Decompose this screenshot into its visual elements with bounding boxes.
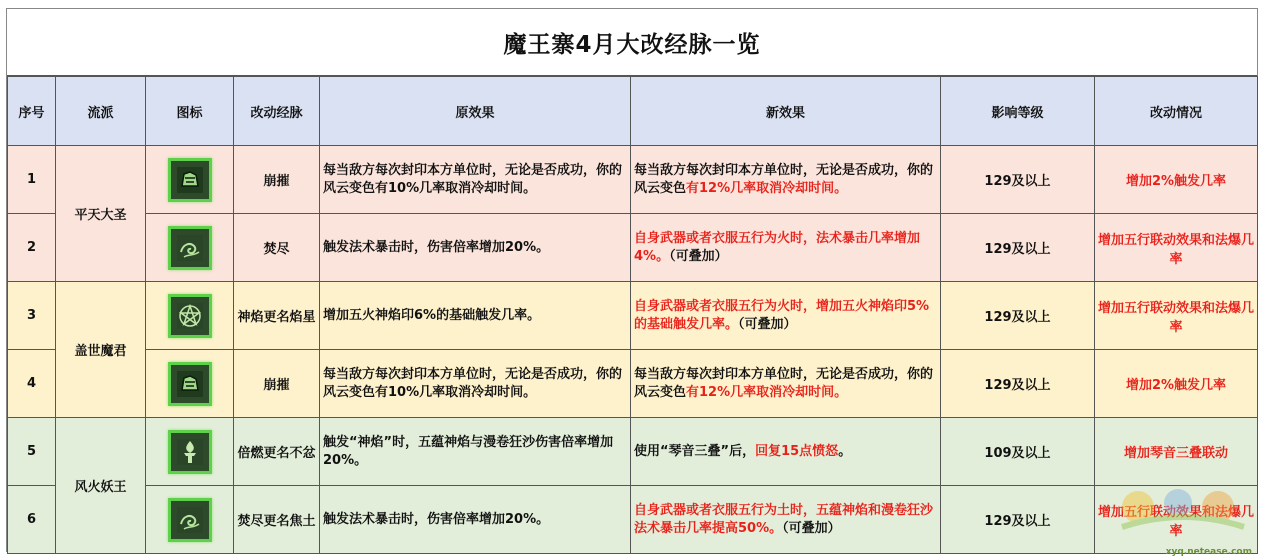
meridian-name: 焚尽	[234, 214, 320, 282]
new-effect-highlight: 自身武器或者衣服五行为火时，增加五火神焰印5%的基础触发几率。	[634, 298, 930, 332]
row-number: 2	[8, 214, 56, 282]
header-new-effect: 新效果	[631, 77, 941, 146]
torch-icon	[168, 430, 212, 474]
level-cell: 129及以上	[941, 282, 1095, 350]
change-cell: 增加2%触发几率	[1095, 146, 1258, 214]
new-effect-highlight: 回复15点愤怒	[755, 443, 839, 459]
level-cell: 129及以上	[941, 350, 1095, 418]
icon-cell	[146, 418, 234, 486]
meridian-name: 神焰更名焰星	[234, 282, 320, 350]
meridian-name: 崩摧	[234, 146, 320, 214]
level-cell: 109及以上	[941, 418, 1095, 486]
icon-cell	[146, 214, 234, 282]
new-effect	[631, 146, 941, 214]
new-effect-highlight: 自身武器或者衣服五行为土时，五蕴神焰和漫卷狂沙法术暴击几率提高50%。	[634, 502, 934, 536]
new-effect-highlight: 有12%几率取消冷却时间。	[686, 180, 848, 196]
new-effect-tail: 。	[838, 443, 852, 459]
new-effect-text: 使用“琴音三叠”后，	[634, 443, 756, 459]
header-meridian: 改动经脉	[234, 77, 320, 146]
new-effect	[631, 418, 941, 486]
table-row	[8, 418, 1258, 486]
header-level: 影响等级	[941, 77, 1095, 146]
swirl-flame-icon	[168, 498, 212, 542]
watermark-url: xyq.netease.com	[1165, 547, 1252, 557]
new-effect-text: 每当敌方每次封印本方单位时，无论是否成功，你的风云变色	[634, 366, 934, 400]
table-row	[8, 282, 1258, 350]
original-effect: 每当敌方每次封印本方单位时，无论是否成功，你的风云变色有10%几率取消冷却时间。	[320, 350, 631, 418]
header-no: 序号	[8, 77, 56, 146]
change-cell: 增加五行联动效果和法爆几率	[1095, 486, 1258, 554]
row-number: 3	[8, 282, 56, 350]
original-effect: 增加五火神焰印6%的基础触发几率。	[320, 282, 631, 350]
school-cell: 平天大圣	[56, 146, 146, 282]
original-effect: 触发法术暴击时，伤害倍率增加20%。	[320, 486, 631, 554]
icon-cell	[146, 350, 234, 418]
page-title: 魔王寨4月大改经脉一览	[7, 9, 1257, 76]
new-effect	[631, 282, 941, 350]
table-row	[8, 214, 1258, 282]
new-effect	[631, 214, 941, 282]
school-cell: 盖世魔君	[56, 282, 146, 418]
meridian-name: 焚尽更名焦土	[234, 486, 320, 554]
row-number: 1	[8, 146, 56, 214]
change-cell: 增加琴音三叠联动	[1095, 418, 1258, 486]
icon-cell	[146, 282, 234, 350]
header-original-effect: 原效果	[320, 77, 631, 146]
new-effect	[631, 486, 941, 554]
level-cell: 129及以上	[941, 146, 1095, 214]
row-number: 4	[8, 350, 56, 418]
header-icon: 图标	[146, 77, 234, 146]
meridian-name: 倍燃更名不忿	[234, 418, 320, 486]
spreadsheet	[6, 8, 1258, 552]
header-change: 改动情况	[1095, 77, 1258, 146]
row-number: 6	[8, 486, 56, 554]
pentagram-icon	[168, 294, 212, 338]
row-number: 5	[8, 418, 56, 486]
icon-cell	[146, 146, 234, 214]
new-effect-tail: （可叠加）	[738, 316, 797, 332]
original-effect: 每当敌方每次封印本方单位时，无论是否成功，你的风云变色有10%几率取消冷却时间。	[320, 146, 631, 214]
change-cell: 增加五行联动效果和法爆几率	[1095, 214, 1258, 282]
meridian-table	[7, 76, 1258, 554]
new-effect	[631, 350, 941, 418]
icon-cell	[146, 486, 234, 554]
change-cell: 增加2%触发几率	[1095, 350, 1258, 418]
new-effect-highlight: 自身武器或者衣服五行为火时，法术暴击几率增加4%。	[634, 230, 921, 264]
table-row	[8, 146, 1258, 214]
table-row	[8, 350, 1258, 418]
school-cell: 风火妖王	[56, 418, 146, 554]
rock-fist-icon	[168, 362, 212, 406]
meridian-name: 崩摧	[234, 350, 320, 418]
table-row	[8, 486, 1258, 554]
original-effect: 触发“神焰”时，五蕴神焰与漫卷狂沙伤害倍率增加20%。	[320, 418, 631, 486]
new-effect-tail: （可叠加）	[782, 520, 841, 536]
swirl-flame-icon	[168, 226, 212, 270]
level-cell: 129及以上	[941, 486, 1095, 554]
change-cell: 增加五行联动效果和法爆几率	[1095, 282, 1258, 350]
new-effect-text: 每当敌方每次封印本方单位时，无论是否成功，你的风云变色	[634, 162, 934, 196]
header-row	[8, 77, 1258, 146]
new-effect-highlight: 有12%几率取消冷却时间。	[686, 384, 848, 400]
original-effect: 触发法术暴击时，伤害倍率增加20%。	[320, 214, 631, 282]
rock-fist-icon	[168, 158, 212, 202]
new-effect-tail: （可叠加）	[669, 248, 728, 264]
level-cell: 129及以上	[941, 214, 1095, 282]
header-school: 流派	[56, 77, 146, 146]
